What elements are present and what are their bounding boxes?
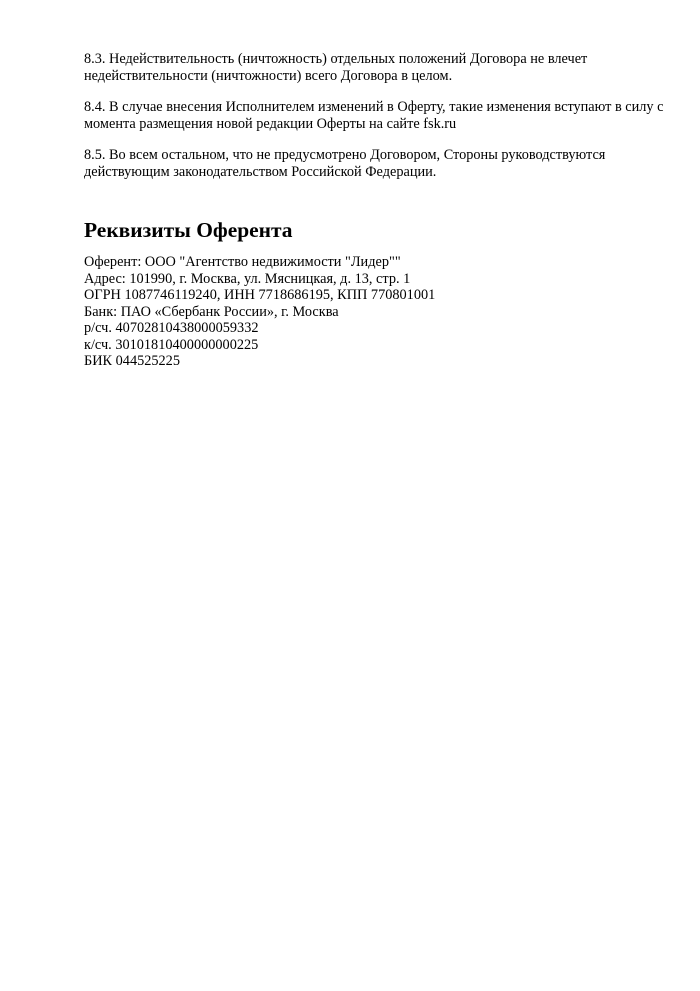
paragraph-8-3: [84, 51, 674, 84]
paragraph-8-4: [84, 99, 674, 132]
requisites-registration: ОГРН 1087746119240, ИНН 7718686195, КПП 770801001: [84, 287, 436, 303]
requisites-settlement-account: р/сч. 40702810438000059332: [84, 320, 259, 336]
requisites-title: Реквизиты Оферента: [84, 218, 293, 242]
requisites-correspondent-account: к/сч. 30101810400000000225: [84, 336, 259, 353]
paragraph-line: действующим законодательством Российской Федерации.: [84, 163, 437, 180]
paragraph-line: 8.5. Во всем остальном, что не предусмотрено Договором, Стороны руководствуются: [84, 147, 606, 163]
document-page: [84, 51, 674, 369]
requisites-bank: Банк: ПАО «Сбербанк России», г. Москва: [84, 303, 339, 320]
paragraph-line: недействительности (ничтожности) всего Договора в целом.: [84, 67, 453, 84]
paragraph-line: 8.3. Недействительность (ничтожность) отдельных положений Договора не влечет: [84, 51, 588, 67]
requisites-address: Адрес: 101990, г. Москва, ул. Мясницкая, д. 13, стр. 1: [84, 270, 411, 287]
requisites-offeror: Оферент: ООО "Агентство недвижимости "Лидер"": [84, 254, 401, 270]
paragraph-line: 8.4. В случае внесения Исполнителем изменений в Оферту, такие изменения вступают в силу с: [84, 99, 664, 115]
requisites-block: [84, 254, 435, 370]
requisites-bik: БИК 044525225: [84, 353, 180, 369]
paragraph-8-5: [84, 147, 674, 180]
paragraph-line: момента размещения новой редакции Оферты на сайте fsk.ru: [84, 115, 457, 132]
